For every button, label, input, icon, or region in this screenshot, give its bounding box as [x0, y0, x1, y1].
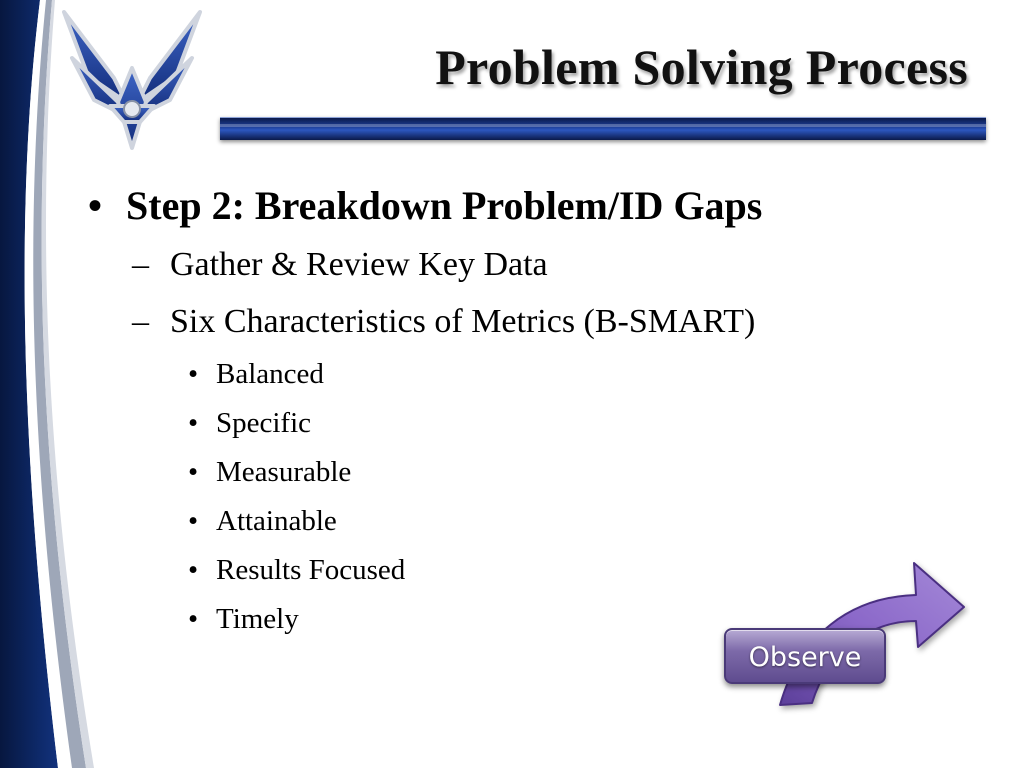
- sub-bullet-text: Gather & Review Key Data: [170, 246, 548, 283]
- bullet-marker: •: [188, 358, 199, 390]
- bullet-marker: •: [188, 407, 199, 439]
- sub-bullet-six-characteristics: [132, 303, 755, 341]
- list-item-timely: [188, 603, 299, 636]
- sub-bullet-gather-data: [132, 246, 548, 284]
- list-item-text: Specific: [216, 407, 312, 439]
- list-item-attainable: [188, 505, 337, 538]
- bullet-marker: •: [88, 183, 103, 228]
- bullet-step-2: [88, 182, 762, 229]
- dash-marker: –: [132, 246, 149, 283]
- sub-bullet-text: Six Characteristics of Metrics (B-SMART): [170, 303, 756, 340]
- list-item-results-focused: [188, 554, 405, 587]
- list-item-text: Measurable: [216, 456, 352, 488]
- bullet-marker: •: [188, 505, 199, 537]
- air-force-wings-logo: [52, 6, 212, 156]
- list-item-text: Results Focused: [216, 554, 406, 586]
- list-item-text: Attainable: [216, 505, 337, 537]
- dash-marker: –: [132, 303, 149, 340]
- bullet-marker: •: [188, 603, 199, 635]
- title-underline-bar: [220, 117, 986, 140]
- list-item-measurable: [188, 456, 351, 489]
- observe-step-button[interactable]: Observe: [724, 628, 886, 684]
- bullet-marker: •: [188, 554, 199, 586]
- bullet-text: Step 2: Breakdown Problem/ID Gaps: [126, 183, 763, 228]
- list-item-text: Timely: [216, 603, 299, 635]
- list-item-specific: [188, 407, 311, 440]
- list-item-text: Balanced: [216, 358, 324, 390]
- slide-title: Problem Solving Process: [435, 39, 968, 95]
- bullet-marker: •: [188, 456, 199, 488]
- list-item-balanced: [188, 358, 324, 391]
